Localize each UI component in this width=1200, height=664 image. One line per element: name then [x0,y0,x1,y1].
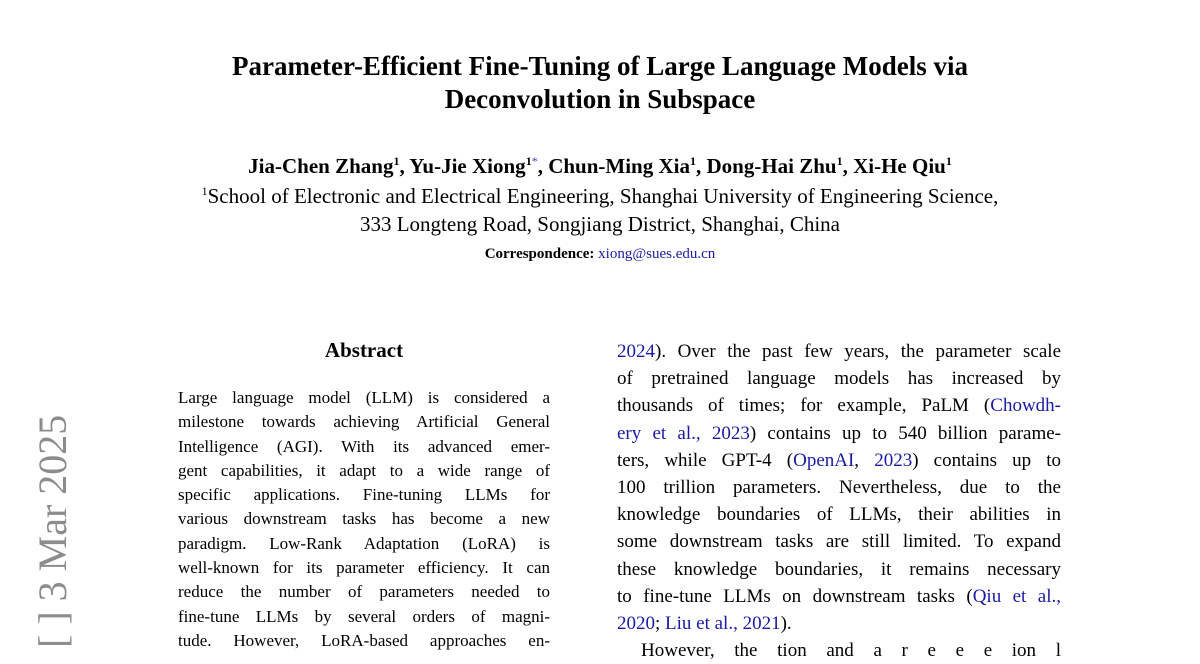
affiliation-mark: 1 [201,184,208,198]
citation-link[interactable]: 2020 [617,612,655,634]
abstract-body [178,386,550,653]
citation-link[interactable]: Chowdh- [990,395,1061,417]
citation-link[interactable]: Liu et al., 2021 [665,612,781,634]
body-line [617,610,1061,637]
correspondence [300,244,900,264]
affiliation-line-2: 333 Longteng Road, Songjiang District, Shanghai, China [359,212,841,236]
body-line [617,447,1061,474]
body-text: ; [655,612,666,634]
affiliation [100,182,1100,238]
citation-link[interactable]: 2024 [617,341,655,362]
body-text: , [854,449,875,471]
correspondence-label: Correspondence: [484,246,595,262]
abstract-line: well-known for its parameter efficiency. It can [178,558,550,578]
abstract-heading: Abstract [324,338,404,362]
affiliation-line-1 [100,182,1100,210]
author-affiliation-mark: 1 [689,154,696,168]
affiliation-text: School of Electronic and Electrical Engineering, Shanghai University of Engineering Science, [207,184,999,208]
author-list: Jia-Chen Zhang$^1$, Yu-Jie Xiong$^{1*}$, Chun-Ming Xia$^1$, Dong-Hai Zhu$^1$, Xi-He Qiu$^1$ [248,154,952,178]
body-line [617,420,1061,447]
introduction-text [617,338,1061,664]
author-name: Chun-Ming Xia [548,154,690,178]
title-line-1: Parameter-Efficient Fine-Tuning of Large Language Models via [232,51,968,81]
paper-title [150,50,1050,116]
abstract-line: fine-tune LLMs by several orders of magni- [178,606,550,626]
author-affiliation-mark: 1 [525,154,532,168]
title-line-2: Deconvolution in Subspace [444,84,756,114]
abstract-line: milestone towards achieving Artificial General [178,412,550,432]
author-name: Jia-Chen Zhang [248,154,394,178]
body-line [617,583,1061,610]
author-name: Yu-Jie Xiong [409,154,526,178]
citation-link[interactable]: Qiu et al., [972,585,1061,607]
author-name: Xi-He Qiu [853,154,946,178]
correspondence-email-link[interactable]: xiong@sues.edu.cn [598,246,716,262]
abstract-line: tude. However, LoRA-based approaches en- [178,630,550,650]
citation-link[interactable]: OpenAI [793,449,855,471]
citation-link[interactable]: 2023 [874,449,913,471]
body-text: to fine-tune LLMs on downstream tasks ( [617,585,973,607]
body-text: ) contains up to [912,449,1061,471]
abstract-line: reduce the number of parameters needed to [178,582,550,602]
author-name: Dong-Hai Zhu [706,154,837,178]
abstract-line: specific applications. Fine-tuning LLMs for [178,485,550,505]
arxiv-stamp: [ ] 3 Mar 2025 [30,414,75,648]
body-line [617,338,1061,365]
corresponding-author-link[interactable]: * [531,154,538,168]
body-line: of pretrained language models has increased by [617,368,1061,390]
abstract-line: gent capabilities, it adapt to a wide range of [178,460,550,480]
body-line: 100 trillion parameters. Nevertheless, due to the [617,476,1061,498]
abstract-line: various downstream tasks has become a new [178,509,550,529]
body-text: thousands of times; for example, PaLM ( [617,395,991,417]
abstract-line: paradigm. Low-Rank Adaptation (LoRA) is [178,533,550,553]
author-affiliation-mark: 1 [836,154,843,168]
abstract-line: Large language model (LLM) is considered a [178,388,550,407]
body-line: knowledge boundaries of LLMs, their abilities in [617,504,1061,526]
body-line [617,392,1061,419]
body-text: ters, while GPT-4 ( [617,449,794,471]
body-line-partial: However, the tion and a r e e e ion l [641,640,1061,662]
author-affiliation-mark: 1 [393,154,400,168]
body-line: some downstream tasks are still limited. To expand [617,531,1061,553]
body-text: ). Over the past few years, the parameter scale [655,341,1061,362]
body-text: ). [780,612,792,634]
author-affiliation-mark: 1 [945,154,952,168]
abstract-line: Intelligence (AGI). With its advanced emer- [178,436,550,456]
body-line: these knowledge boundaries, it remains necessary [617,558,1061,580]
citation-link[interactable]: ery et al., 2023 [617,422,750,444]
body-text: ) contains up to 540 billion parame- [749,422,1062,444]
